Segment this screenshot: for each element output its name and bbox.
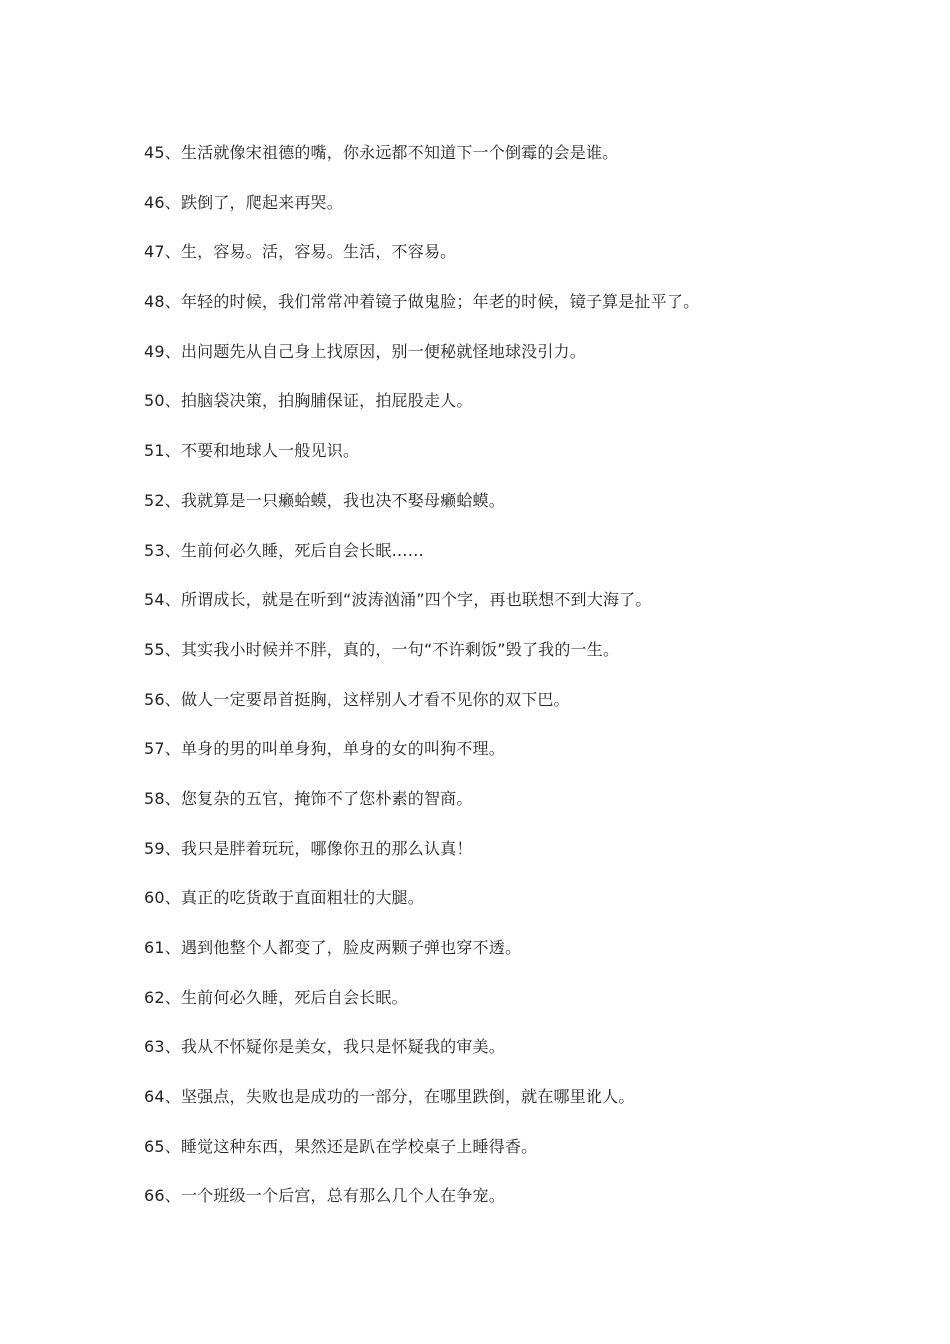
list-item: 65、睡觉这种东西，果然还是趴在学校桌子上睡得香。 [144, 1136, 538, 1156]
list-item: 55、其实我小时候并不胖，真的，一句“不许剩饭”毁了我的一生。 [144, 639, 620, 659]
list-item: 50、拍脑袋决策，拍胸脯保证，拍屁股走人。 [144, 391, 473, 411]
list-item: 45、生活就像宋祖德的嘴，你永远都不知道下一个倒霉的会是谁。 [144, 143, 619, 162]
list-item: 56、做人一定要昂首挺胸，这样别人才看不见你的双下巴。 [144, 689, 570, 709]
list-item: 46、跌倒了，爬起来再哭。 [144, 192, 343, 212]
joke-list [144, 140, 904, 1233]
list-item: 60、真正的吃货敢于直面粗壮的大腿。 [144, 888, 424, 908]
list-item: 66、一个班级一个后宫，总有那么几个人在争宠。 [144, 1186, 505, 1206]
list-item: 58、您复杂的五官，掩饰不了您朴素的智商。 [144, 788, 473, 808]
list-item: 47、生，容易。活，容易。生活，不容易。 [144, 242, 457, 262]
list-item: 61、遇到他整个人都变了，脸皮两颗子弹也穿不透。 [144, 938, 522, 957]
list-item: 52、我就算是一只癞蛤蟆，我也决不娶母癞蛤蟆。 [144, 490, 505, 510]
list-item: 59、我只是胖着玩玩，哪像你丑的那么认真！ [144, 838, 473, 858]
list-item: 51、不要和地球人一般见识。 [144, 441, 360, 461]
list-item: 63、我从不怀疑你是美女，我只是怀疑我的审美。 [144, 1037, 505, 1057]
list-item: 49、出问题先从自己身上找原因，别一便秘就怪地球没引力。 [144, 341, 586, 361]
list-item: 62、生前何必久睡，死后自会长眠。 [144, 987, 408, 1007]
list-item: 48、年轻的时候，我们常常冲着镜子做鬼脸；年老的时候，镜子算是扯平了。 [144, 292, 700, 312]
list-item: 64、坚强点，失败也是成功的一部分，在哪里跌倒，就在哪里讹人。 [144, 1087, 635, 1107]
list-item: 54、所谓成长，就是在听到“波涛汹涌”四个字，再也联想不到大海了。 [144, 590, 652, 610]
list-item: 53、生前何必久睡，死后自会长眠…… [144, 540, 424, 560]
list-item: 57、单身的男的叫单身狗，单身的女的叫狗不理。 [144, 739, 505, 759]
